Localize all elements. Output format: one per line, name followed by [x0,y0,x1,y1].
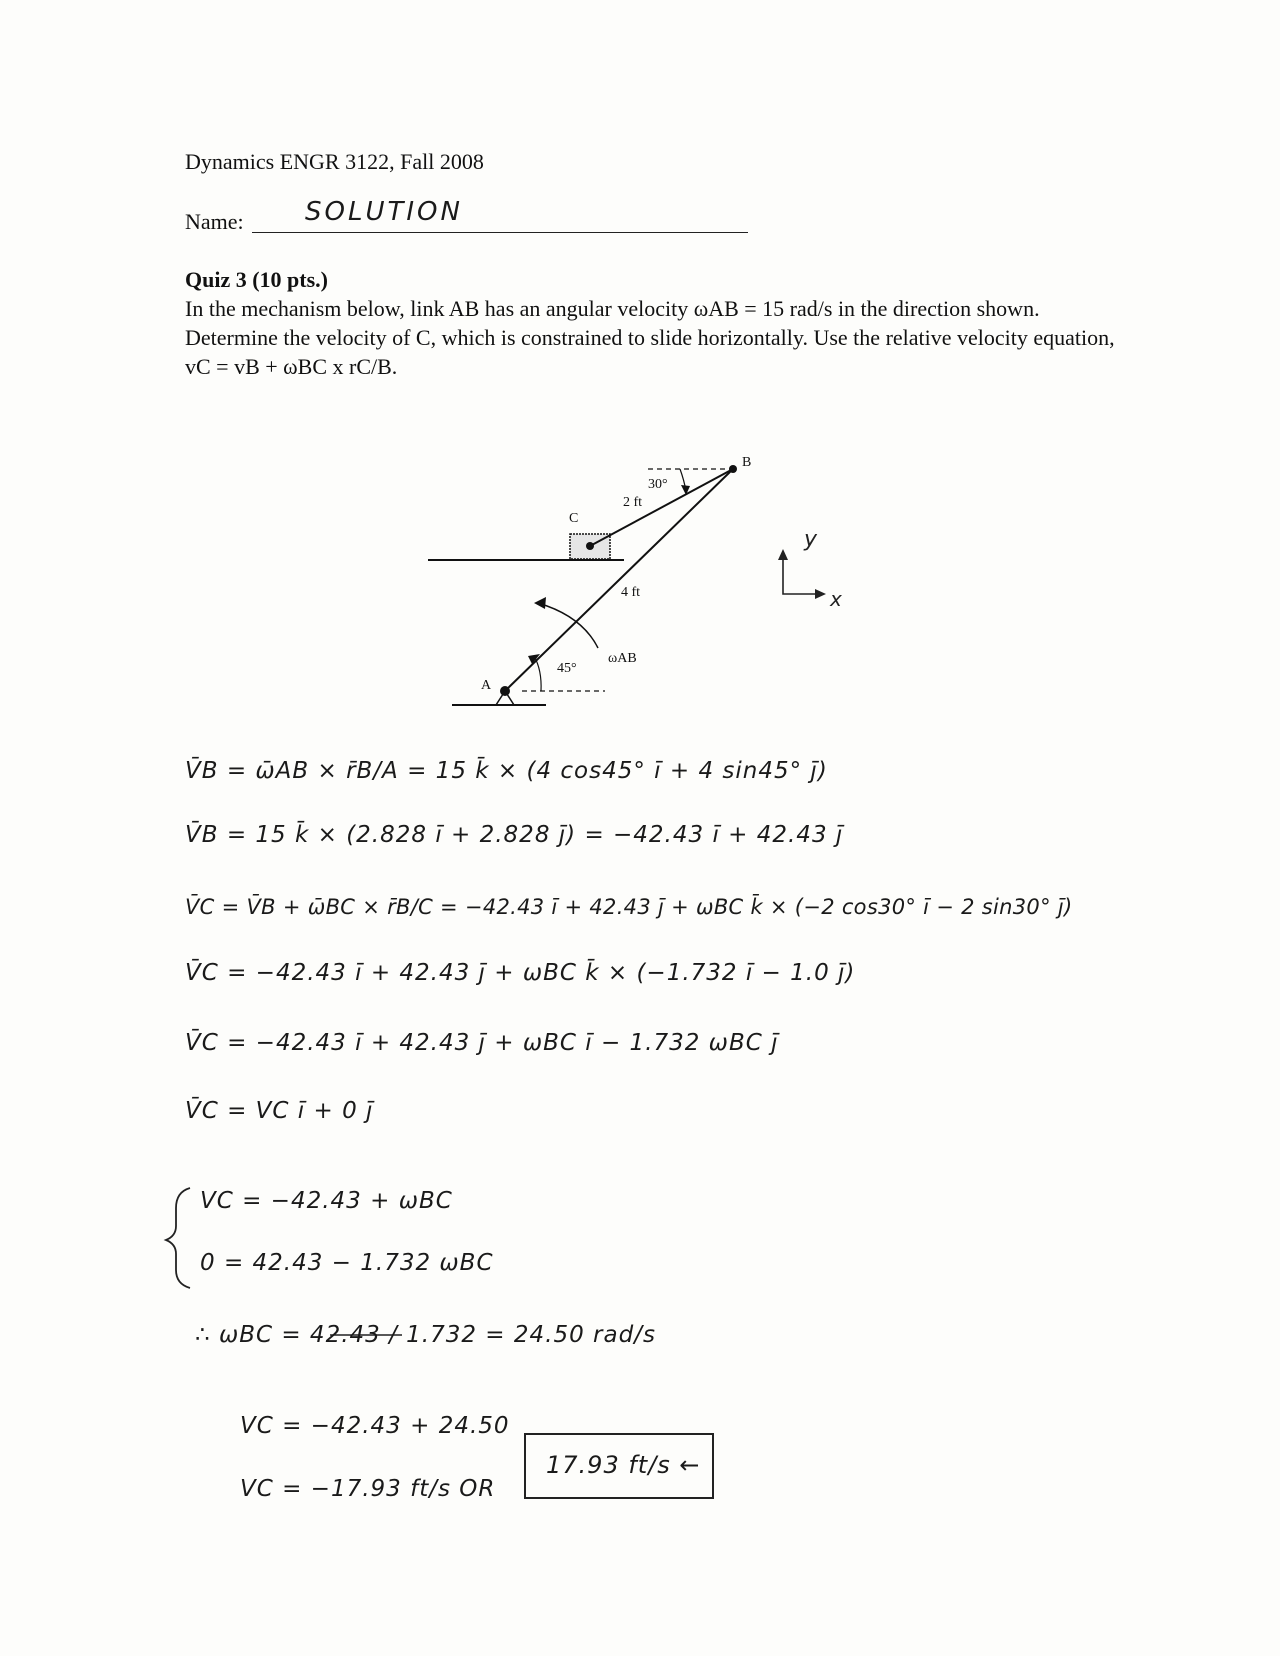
pin-c [586,542,594,550]
vc-substitution: VC = −42.43 + 24.50 [240,1413,510,1439]
label-a: A [481,678,492,693]
axis-x-arrow-icon [815,589,826,599]
label-angle-45: 45° [557,661,577,676]
vc-result: VC = −17.93 ft/s OR [240,1476,496,1502]
solution-line-4: V̄C = −42.43 ī + 42.43 j̄ + ωBC k̄ × (−1.732 ī − 1.0 j̄) [185,960,856,986]
problem-statement: In the mechanism below, link AB has an angular velocity ωAB = 15 rad/s in the direction shown. Determine the velocity of C, which is constrained to slide horizontally. Use the relative velocity equation, vC = vB + ωBC x rC/B. [185,296,1115,379]
course-title: Dynamics ENGR 3122, Fall 2008 [185,149,484,174]
quiz-title: Quiz 3 (10 pts.) [185,267,328,292]
label-b: B [742,455,752,470]
axis-x-label: x [830,587,842,611]
solution-line-2: V̄B = 15 k̄ × (2.828 ī + 2.828 j̄) = −42.43 ī + 42.43 j̄ [185,822,844,848]
final-answer: 17.93 ft/s ← [546,1451,701,1479]
axis-y-label: y [804,527,818,552]
axis-y-arrow-icon [778,549,788,560]
solution-line-1: V̄B = ω̄AB × r̄B/A = 15 k̄ × (4 cos45° ī + 4 sin45° j̄) [185,758,828,784]
label-length-ab: 4 ft [621,585,641,600]
pin-b [729,465,737,473]
equation-1: VC = −42.43 + ωBC [200,1188,453,1214]
solution-line-3: V̄C = V̄B + ω̄BC × r̄B/C = −42.43 ī + 42.43 j̄ + ωBC k̄ × (−2 cos30° ī − 2 sin30° j̄) [185,895,1073,919]
solution-line-5: V̄C = −42.43 ī + 42.43 j̄ + ωBC ī − 1.732 ωBC j̄ [185,1030,779,1056]
solution-line-6: V̄C = VC ī + 0 j̄ [185,1098,374,1124]
omega-arrowhead [534,597,546,609]
name-value: SOLUTION [305,197,463,227]
label-c: C [569,511,579,526]
axes-icon [783,553,822,594]
label-length-bc: 2 ft [623,495,643,510]
label-omega-ab: ωAB [608,651,637,666]
label-angle-30: 30° [648,477,668,492]
omega-bc-result: ∴ ωBC = 42.43 / 1.732 = 24.50 rad/s [195,1322,656,1348]
name-label: Name: [185,209,244,234]
equation-brace [166,1188,190,1288]
equation-2: 0 = 42.43 − 1.732 ωBC [200,1250,494,1276]
